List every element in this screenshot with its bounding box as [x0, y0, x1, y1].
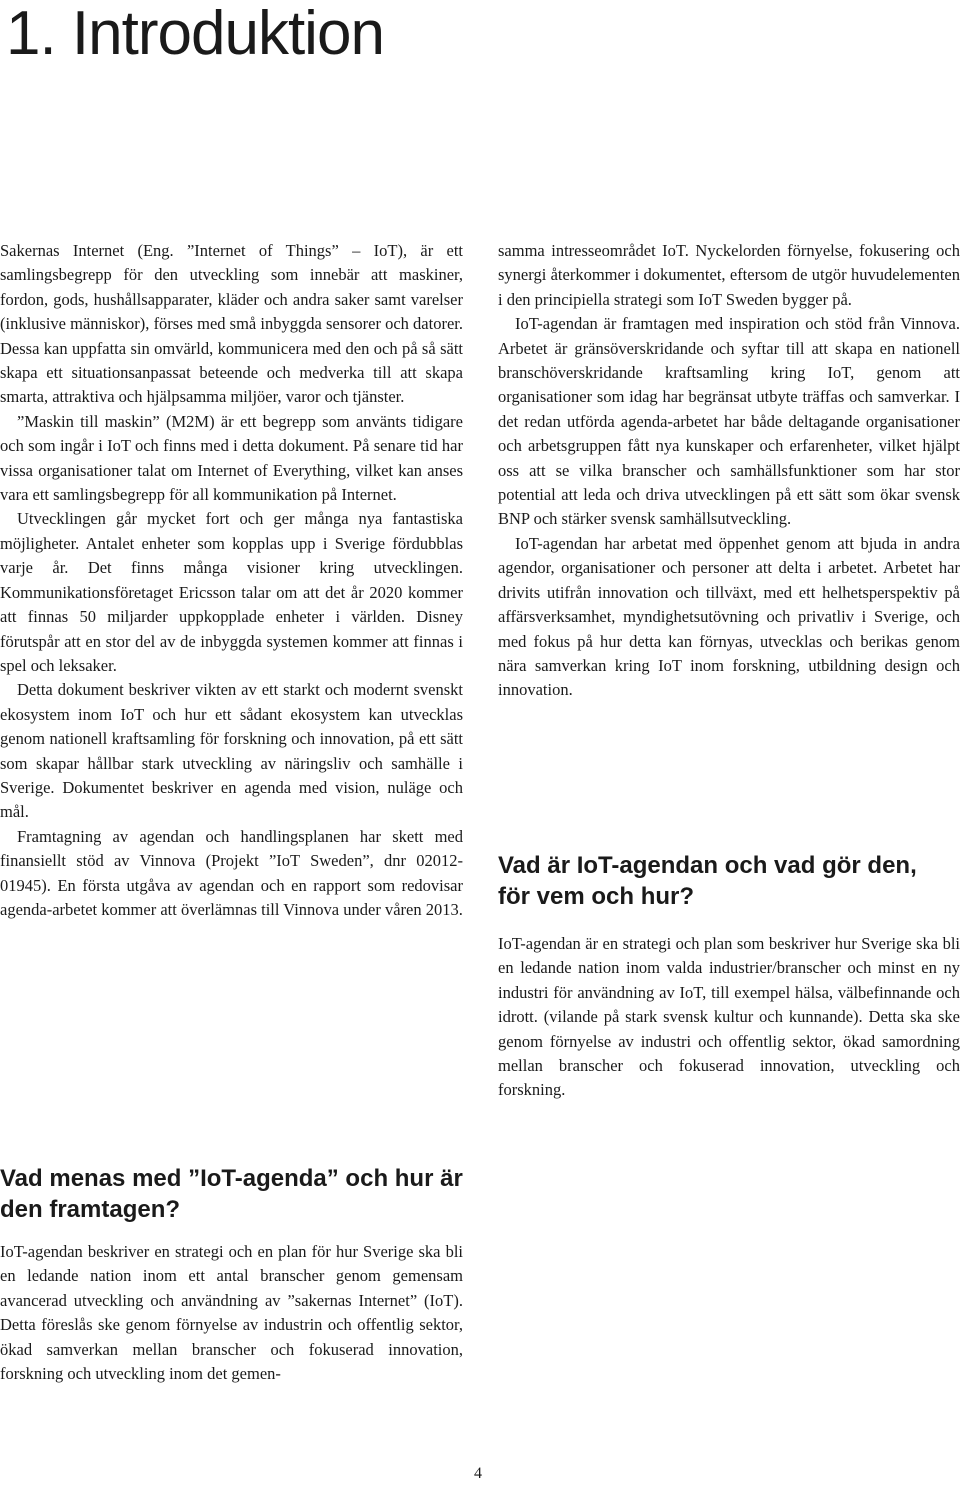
section-heading: Vad är IoT-agendan och vad gör den, för vem och hur?: [498, 852, 917, 910]
paragraph: IoT-agendan är framtagen med inspiration och stöd från Vinnova. Arbetet är gränsöverskridande och syftar till att skapa en nationell branschöverskridande kraftsamling kring IoT, genom att organisationer som idag har begränsat utbyte träffas och samverkar. I det redan utförda agenda-arbetet har både deltagande organisationer och arbetsgruppen fått nya kunskaper och erfarenheter, vilket hjälpt oss att se vilka branscher och samhällsfunktioner som har stor potential att leda och driva utvecklingen på ett sätt som ökar svensk BNP och stärker svensk samhällsutveckling.: [498, 314, 960, 529]
section-right-body: [498, 932, 960, 1103]
paragraph: Sakernas Internet (Eng. ”Internet of Things” – IoT), är ett samlingsbegrepp för den utveckling som innebär att maskiner, fordon, gods, hushållsapparater, kläder och andra saker samt varelser (inklusive människor), förses med små inbyggda sensorer och datorer. Dessa kan uppfatta sin omvärld, kommunicera med den och på så sätt skapa ett situationsanpassat beteende och medverka till att skapa smarta, attraktiva och hjälpsamma miljöer, varor och tjänster.: [0, 241, 463, 407]
paragraph: Framtagning av agendan och handlingsplanen har skett med finansiellt stöd av Vinnova (Projekt ”IoT Sweden”, dnr 02012-01945). En första utgåva av agendan och en rapport som redovisar agenda-arbetet kommer att överlämnas till Vinnova under våren 2013.: [0, 826, 463, 919]
paragraph: samma intresseområdet IoT. Nyckelorden förnyelse, fokusering och synergi återkommer i dokumentet, eftersom de utgör huvudelementen i den principiella strategi som IoT Sweden bygger på.: [498, 241, 960, 309]
paragraph: ”Maskin till maskin” (M2M) är ett begrepp som använts tidigare och som ingår i IoT och finns med i detta dokument. På senare tid har vissa organisationer talat om Internet of Everything, vilket kan anses vara ett samlingsbegrepp för all kommunikation på Internet.: [0, 411, 463, 505]
paragraph: IoT-agendan beskriver en strategi och en plan för hur Sverige ska bli en ledande nation inom ett antal branscher genom gemensam avancerad utveckling och användning av ”sakernas Internet” (IoT). Detta föreslås ske genom förnyelse av industrin och offentlig sektor, ökad samverkan mellan branscher och fokuserad innovation, forskning och utveckling inom det gemen-: [0, 1242, 463, 1384]
right-column: [498, 239, 960, 703]
paragraph: IoT-agendan har arbetat med öppenhet genom att bjuda in andra agendor, organisationer och personer att delta i arbetet. Arbetet har drivits utifrån innovation och tillväxt, med ett helhetsperspektiv på affärsverksamhet, myndighetsutövning och privatliv i Sverige, och med fokus på hur detta kan förnyas, utvecklas och berikas genom nära samverkan kring IoT inom forskning, utbildning design och innovation.: [498, 533, 960, 700]
left-column: [0, 239, 463, 922]
page-number: 4: [474, 1465, 482, 1482]
paragraph: Detta dokument beskriver vikten av ett starkt och modernt svenskt ekosystem inom IoT och hur ett sådant ekosystem kan utvecklas genom nationell kraftsamling för forskning och innovation, på ett sätt som skapar hållbar stark utveckling av näringsliv och samhälle i Sverige. Dokumentet beskriver en agenda med vision, nuläge och mål.: [0, 680, 463, 822]
section-bottom-body: [0, 1240, 463, 1386]
paragraph: Utvecklingen går mycket fort och ger många nya fantastiska möjligheter. Antalet enheter som kopplas upp i Sverige fördubblas varje år. Det finns många visioner kring utvecklingen. Kommunikationsföretaget Ericsson talar om att det år 2020 kommer att finnas 50 miljarder uppkopplade enheter i världen. Disney förutspår att en stor del av de inbyggda systemen kommer att finnas i spel och leksaker.: [0, 509, 463, 675]
chapter-title: 1. Introduktion: [6, 0, 384, 68]
section-heading: Vad menas med ”IoT-agenda” och hur är den framtagen?: [0, 1165, 463, 1223]
paragraph: IoT-agendan är en strategi och plan som beskriver hur Sverige ska bli en ledande nation inom valda industrier/branscher och minst en ny industri för användning av IoT, till exempel hälsa, välbefinnande och idrott. (vilande på stark svensk kultur och kunnande). Detta ska ske genom förnyelse av industri och offentlig sektor, ökad samordning mellan branscher och fokuserad innovation, utveckling och forskning.: [498, 934, 960, 1100]
